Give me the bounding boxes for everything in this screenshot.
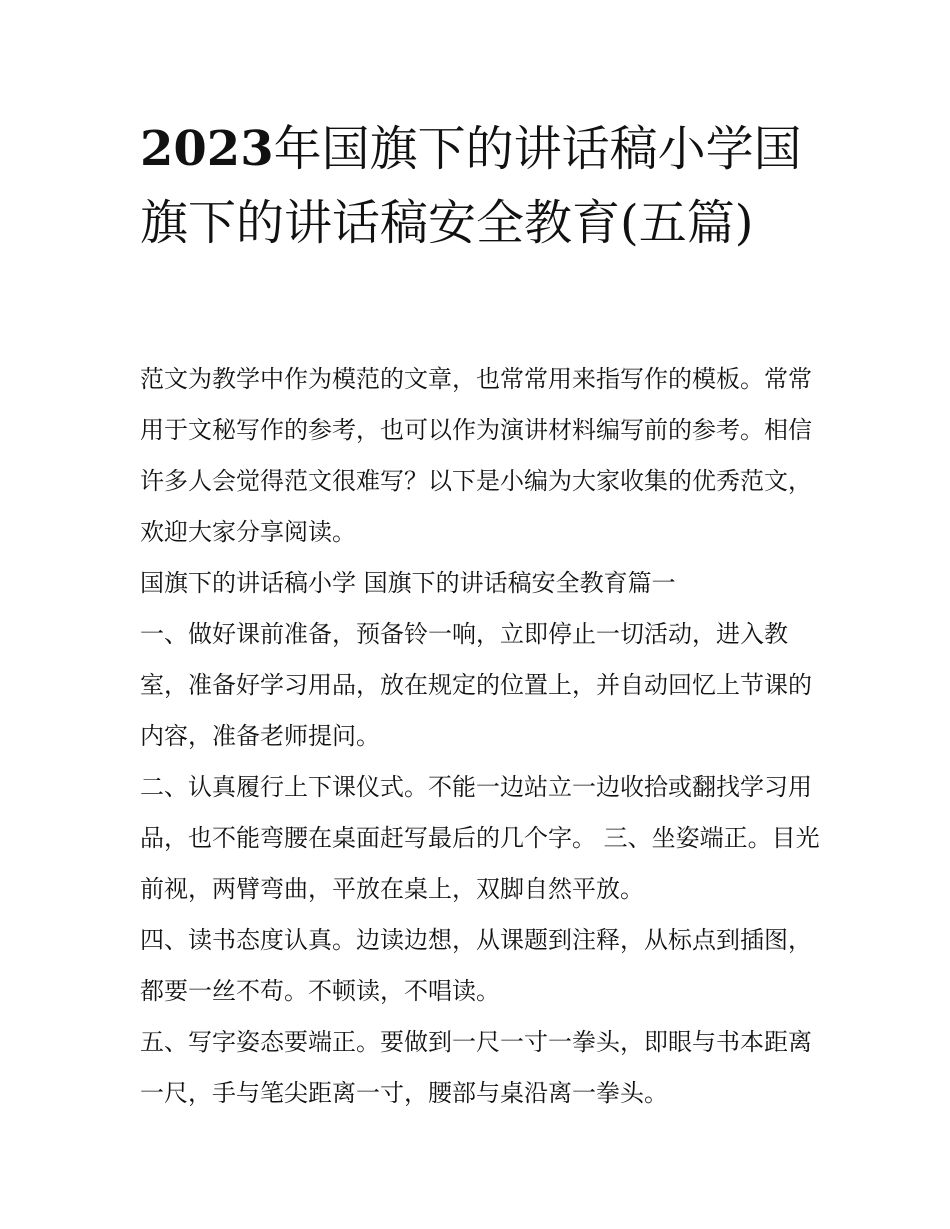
title-text: 年国旗下的讲话稿小学国旗下的讲话稿安全教育(五篇): [140, 121, 802, 251]
body-paragraph: 五、写字姿态要端正。要做到一尺一寸一拳头，即眼与书本距离一尺，手与笔尖距离一寸，腰部与桌沿离一拳头。: [140, 1028, 812, 1107]
document-body: [140, 354, 820, 1119]
body-paragraph: 四、读书态度认真。边读边想，从课题到注释，从标点到插图，都要一丝不苟。不顿读，不唱读。: [140, 926, 812, 1005]
body-paragraph: 一、做好课前准备，预备铃一响，立即停止一切活动，进入教室，准备好学习用品，放在规定的位置上，并自动回忆上节课的内容，准备老师提问。: [140, 620, 812, 750]
title-year: 2023: [140, 121, 274, 177]
document-title: [140, 112, 820, 260]
intro-paragraph: 范文为教学中作为模范的文章，也常常用来指写作的模板。常常用于文秘写作的参考，也可以作为演讲材料编写前的参考。相信许多人会觉得范文很难写？以下是小编为大家收集的优秀范文，欢迎大家分享阅读。: [140, 365, 812, 546]
body-paragraph: 二、认真履行上下课仪式。不能一边站立一边收拾或翻找学习用品，也不能弯腰在桌面赶写最后的几个字。 三、坐姿端正。目光前视，两臂弯曲，平放在桌上，双脚自然平放。: [140, 773, 820, 903]
section-heading: 国旗下的讲话稿小学 国旗下的讲话稿安全教育篇一: [140, 569, 676, 597]
